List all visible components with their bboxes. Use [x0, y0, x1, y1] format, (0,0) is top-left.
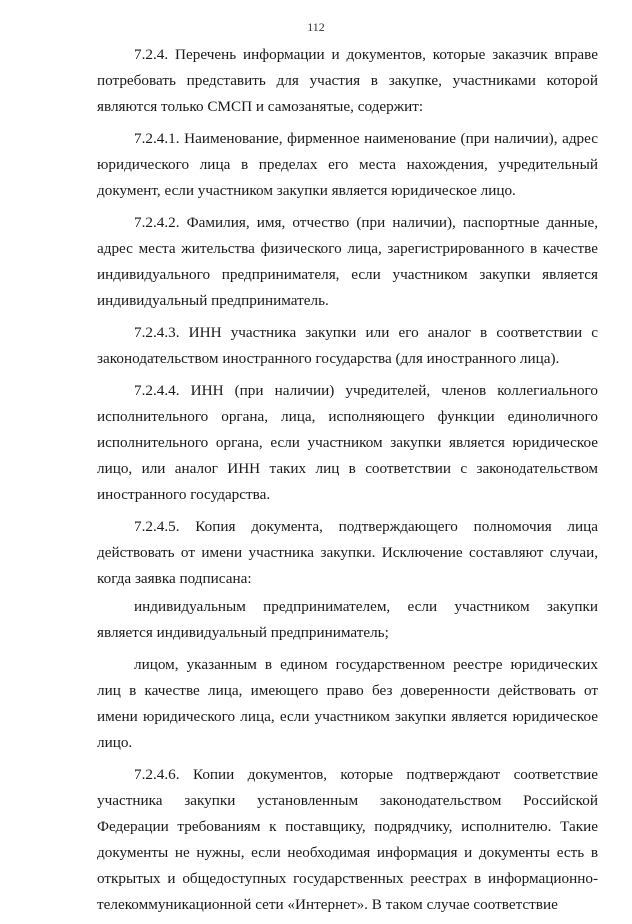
paragraph-exception-legal-entity: лицом, указанным в едином государственном реестре юридических лиц в качестве лица, имеющего право без доверенности действовать от имени юридического лица, если участником закупки является юридическое лицо. — [97, 656, 598, 751]
paragraph-7-2-4-1: 7.2.4.1. Наименование, фирменное наименование (при наличии), адрес юридического лица в пределах его места нахождения, учредительный документ, если участником закупки является юридическое лицо. — [97, 130, 598, 199]
paragraph-7-2-4-5: 7.2.4.5. Копия документа, подтверждающего полномочия лица действовать от имени участника закупки. Исключение составляют случаи, когда заявка подписана: — [97, 518, 598, 587]
paragraph-7-2-4-4: 7.2.4.4. ИНН (при наличии) учредителей, членов коллегиального исполнительного органа, лица, исполняющего функции единоличного исполнительного органа, если участником закупки является юридическое лицо, или аналог ИНН таких лиц в соответствии с законодательством иностранного государства. — [97, 382, 598, 503]
paragraph-7-2-4-2: 7.2.4.2. Фамилия, имя, отчество (при наличии), паспортные данные, адрес места жительства физического лица, зарегистрированного в качестве индивидуального предпринимателя, если участником закупки является индивидуальный предприниматель. — [97, 214, 598, 309]
paragraph-7-2-4-3: 7.2.4.3. ИНН участника закупки или его аналог в соответствии с законодательством иностранного государства (для иностранного лица). — [97, 324, 598, 367]
paragraph-7-2-4: 7.2.4. Перечень информации и документов, которые заказчик вправе потребовать представить для участия в закупке, участниками которой являются только СМСП и самозанятые, содержит: — [97, 46, 598, 115]
paragraph-7-2-4-6: 7.2.4.6. Копии документов, которые подтверждают соответствие участника закупки установленным законодательством Российской Федерации требованиям к поставщику, подрядчику, исполнителю. Такие документы не нужны, если необходимая информация и документы есть в открытых и общедоступных государственных реестрах в информационно-телекоммуникационной сети «Интернет». В таком случае соответствие — [97, 766, 598, 913]
page-number: 112 — [307, 20, 325, 34]
paragraph-exception-individual: индивидуальным предпринимателем, если участником закупки является индивидуальный предприниматель; — [97, 598, 598, 641]
document-body — [97, 42, 598, 924]
